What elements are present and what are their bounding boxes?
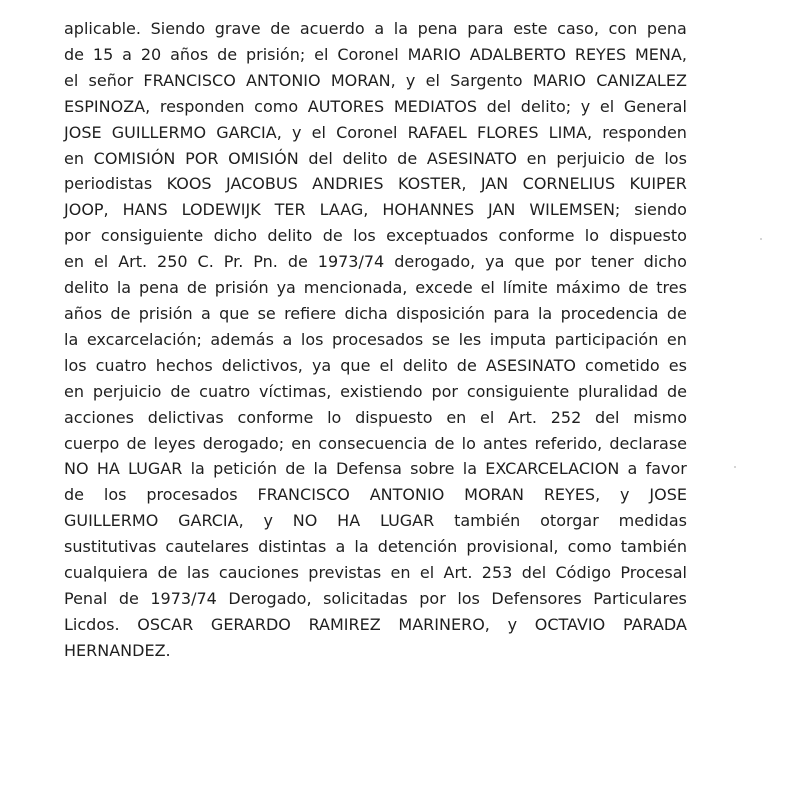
text-line: aplicable. Siendo grave de acuerdo a la pena para este caso, con pena	[64, 19, 687, 38]
text-line: GUILLERMO GARCIA, y NO HA LUGAR también otorgar medidas	[64, 511, 687, 531]
text-line: el señor FRANCISCO ANTONIO MORAN, y el Sargento MARIO CANIZALEZ	[64, 70, 687, 90]
scan-speck	[760, 238, 762, 240]
scan-speck	[734, 466, 736, 468]
text-line: sustitutivas cautelares distintas a la detención provisional, como también	[64, 537, 687, 557]
text-line: ESPINOZA, responden como AUTORES MEDIATOS del delito; y el General	[64, 96, 687, 116]
text-line: de los procesados FRANCISCO ANTONIO MORAN REYES, y JOSE	[64, 485, 687, 505]
text-line: los cuatro hechos delictivos, ya que el delito de ASESINATO cometido es	[64, 355, 687, 375]
text-line: cuerpo de leyes derogado; en consecuencia de lo antes referido, declarase	[64, 433, 687, 453]
text-line: por consiguiente dicho delito de los exceptuados conforme lo dispuesto	[64, 226, 687, 246]
text-line: NO HA LUGAR la petición de la Defensa sobre la EXCARCELACION a favor	[64, 459, 687, 479]
text-line: Penal de 1973/74 Derogado, solicitadas por los Defensores Particulares	[64, 588, 687, 608]
text-line: periodistas KOOS JACOBUS ANDRIES KOSTER, JAN CORNELIUS KUIPER	[64, 174, 687, 194]
text-line: acciones delictivas conforme lo dispuesto en el Art. 252 del mismo	[64, 407, 687, 427]
text-line: en el Art. 250 C. Pr. Pn. de 1973/74 derogado, ya que por tener dicho	[64, 252, 687, 272]
text-line: JOSE GUILLERMO GARCIA, y el Coronel RAFAEL FLORES LIMA, responden	[64, 122, 687, 142]
text-line: años de prisión a que se refiere dicha disposición para la procedencia de	[64, 303, 687, 323]
text-line: delito la pena de prisión ya mencionada, excede el límite máximo de tres	[64, 278, 687, 298]
text-line: en perjuicio de cuatro víctimas, existiendo por consiguiente pluralidad de	[64, 381, 687, 401]
text-line: cualquiera de las cauciones previstas en el Art. 253 del Código Procesal	[64, 563, 687, 583]
text-line: de 15 a 20 años de prisión; el Coronel MARIO ADALBERTO REYES MENA,	[64, 44, 687, 64]
text-line: la excarcelación; además a los procesados se les imputa participación en	[64, 329, 687, 349]
text-line: HERNANDEZ.	[64, 640, 171, 660]
text-line: Licdos. OSCAR GERARDO RAMIREZ MARINERO, y OCTAVIO PARADA	[64, 614, 687, 634]
text-line: en COMISIÓN POR OMISIÓN del delito de ASESINATO en perjuicio de los	[64, 148, 687, 168]
text-line: JOOP, HANS LODEWIJK TER LAAG, HOHANNES JAN WILEMSEN; siendo	[64, 200, 687, 220]
body-text	[64, 16, 687, 664]
